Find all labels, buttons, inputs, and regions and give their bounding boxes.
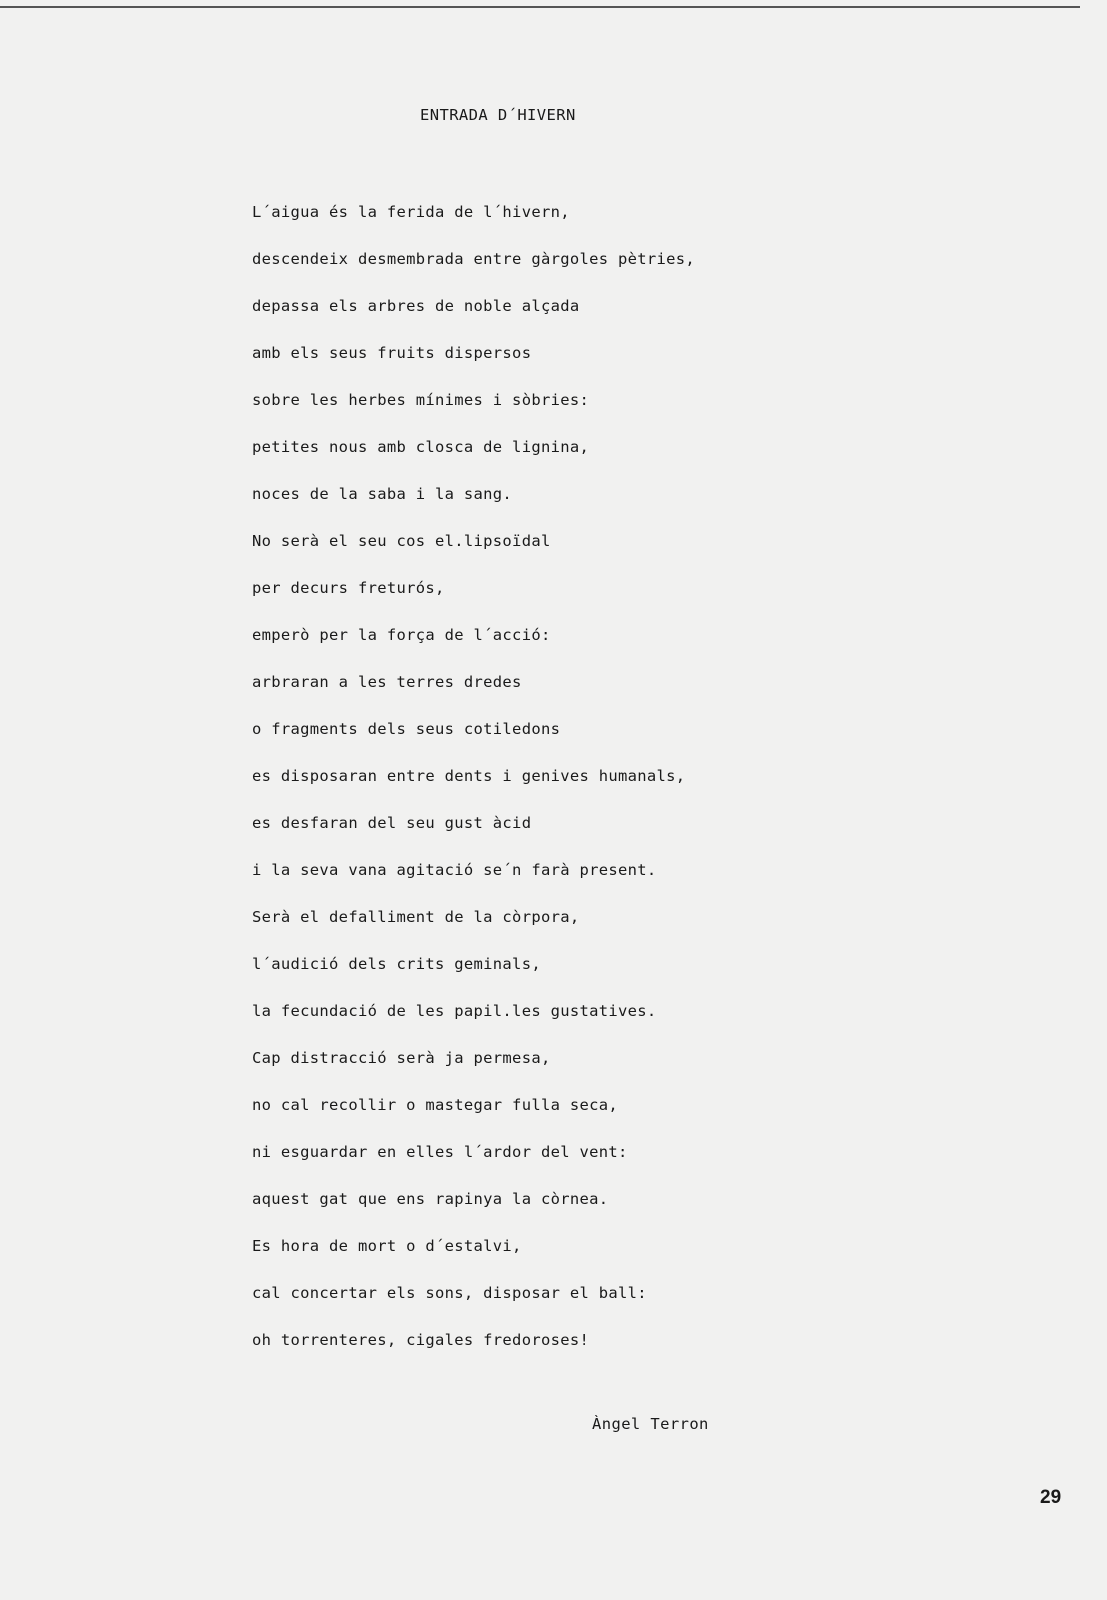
poem-line: i la seva vana agitació se´n farà present.: [252, 861, 657, 879]
poem-title: ENTRADA D´HIVERN: [420, 106, 576, 124]
page-number: 29: [1040, 1487, 1062, 1508]
poem-line: o fragments dels seus cotiledons: [252, 720, 561, 738]
poem-line: No serà el seu cos el.lipsoïdal: [252, 532, 551, 550]
poem-line: L´aigua és la ferida de l´hivern,: [252, 203, 570, 221]
poem-line: Cap distracció serà ja permesa,: [252, 1049, 551, 1067]
poem-line: per decurs freturós,: [252, 579, 445, 597]
poem-line: amb els seus fruits dispersos: [252, 344, 532, 362]
poem-line: no cal recollir o mastegar fulla seca,: [252, 1096, 619, 1114]
poem-line: emperò per la força de l´acció:: [252, 626, 551, 644]
poem-line: aquest gat que ens rapinya la còrnea.: [252, 1190, 609, 1208]
poem-line: descendeix desmembrada entre gàrgoles pètries,: [252, 250, 696, 268]
poem-line: l´audició dels crits geminals,: [252, 955, 541, 973]
poem-line: cal concertar els sons, disposar el ball:: [252, 1284, 647, 1302]
poem-line: sobre les herbes mínimes i sòbries:: [252, 391, 590, 409]
author-name: Àngel Terron: [592, 1415, 709, 1433]
poem-line: arbraran a les terres dredes: [252, 673, 522, 691]
poem-body: [252, 200, 852, 1375]
poem-line: petites nous amb closca de lignina,: [252, 438, 590, 456]
poem-line: es desfaran del seu gust àcid: [252, 814, 532, 832]
poem-line: la fecundació de les papil.les gustatives.: [252, 1002, 657, 1020]
poem-line: Serà el defalliment de la còrpora,: [252, 908, 580, 926]
poem-line: Es hora de mort o d´estalvi,: [252, 1237, 522, 1255]
poem-line: depassa els arbres de noble alçada: [252, 297, 580, 315]
top-rule: [0, 6, 1080, 8]
poem-line: es disposaran entre dents i genives humanals,: [252, 767, 686, 785]
poem-line: noces de la saba i la sang.: [252, 485, 513, 503]
poem-line: oh torrenteres, cigales fredoroses!: [252, 1331, 590, 1349]
poem-line: ni esguardar en elles l´ardor del vent:: [252, 1143, 628, 1161]
